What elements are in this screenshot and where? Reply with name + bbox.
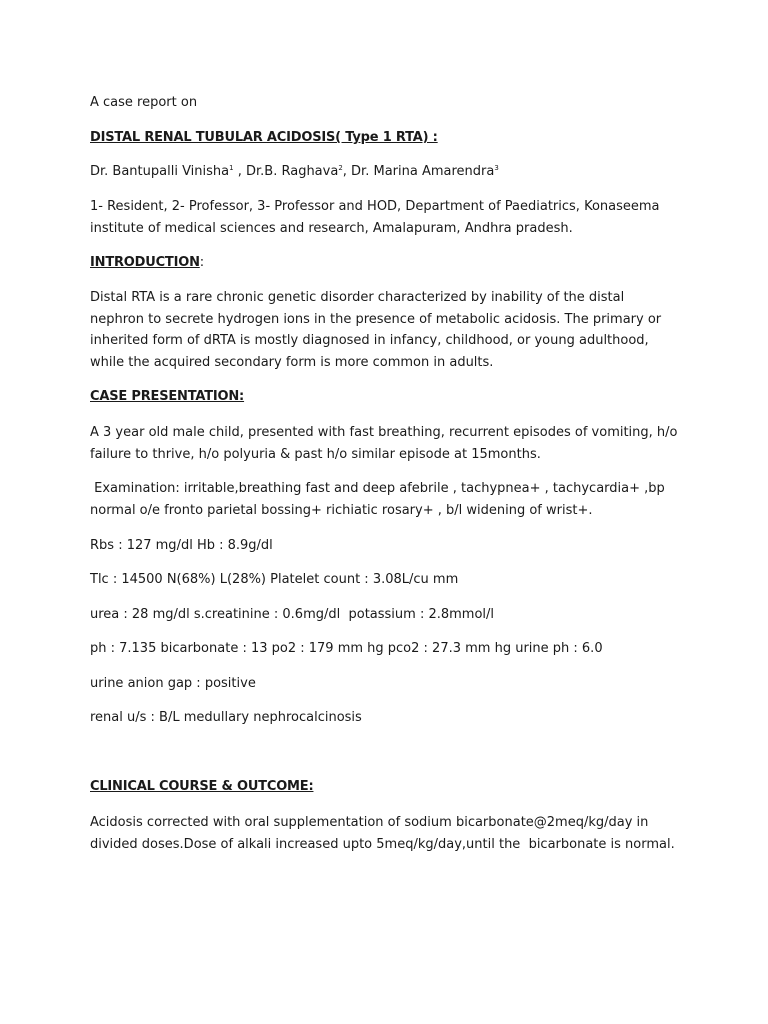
lab-line-ph: ph : 7.135 bicarbonate : 13 po2 : 179 mm hg pco2 : 27.3 mm hg urine ph : 6.0 — [90, 641, 603, 656]
introduction-colon: : — [199, 255, 205, 270]
lab-line-tlc: Tlc : 14500 N(68%) L(28%) Platelet count : 3.08L/cu mm — [90, 572, 459, 587]
case-history-paragraph: A 3 year old male child, presented with fast breathing, recurrent episodes of vomiting, h/o failure to thrive, h/o polyuria & past h/o similar episode at 15months. — [90, 425, 678, 462]
author-separator: , — [233, 164, 246, 179]
introduction-heading: INTRODUCTION — [90, 255, 200, 270]
case-presentation-heading: CASE PRESENTATION: — [90, 389, 245, 404]
clinical-course-heading: CLINICAL COURSE & OUTCOME: — [90, 779, 314, 794]
author-superscript: 1 — [229, 164, 234, 172]
introduction-paragraph: Distal RTA is a rare chronic genetic disorder characterized by inability of the distal nephron to secrete hydrogen ions in the presence of metabolic acidosis. The primary or inherited form of dRTA is mostly diagnosed in infancy, childhood, or young adulthood, while the acquired secondary form is more common in adults. — [90, 290, 662, 370]
author-name: Dr. Bantupalli Vinisha — [90, 164, 230, 179]
author-superscript: 3 — [494, 164, 499, 172]
examination-paragraph: Examination: irritable,breathing fast and deep afebrile , tachypnea+ , tachycardia+ ,bp normal o/e fronto parietal bossing+ richiatic rosary+ , b/l widening of wrist+. — [90, 481, 669, 518]
intro-line: A case report on — [90, 95, 198, 110]
authors-line — [90, 161, 499, 183]
lab-line-urea: urea : 28 mg/dl s.creatinine : 0.6mg/dl potassium : 2.8mmol/l — [90, 607, 495, 622]
author-name: Dr. Marina Amarendra — [351, 164, 495, 179]
lab-line-renal-us: renal u/s : B/L medullary nephrocalcinosis — [90, 710, 362, 725]
author-separator: , — [342, 164, 352, 179]
lab-line-anion-gap: urine anion gap : positive — [90, 676, 256, 691]
lab-line-rbs: Rbs : 127 mg/dl Hb : 8.9g/dl — [90, 538, 273, 553]
clinical-course-paragraph: Acidosis corrected with oral supplementation of sodium bicarbonate@2meq/kg/day in divided doses.Dose of alkali increased upto 5meq/kg/day,until the bicarbonate is normal. — [90, 815, 675, 852]
introduction-heading-line — [90, 252, 204, 274]
affiliation-paragraph: 1- Resident, 2- Professor, 3- Professor and HOD, Department of Paediatrics, Konaseema institute of medical sciences and research, Amalapuram, Andhra pradesh. — [90, 199, 660, 236]
author-superscript: 2 — [338, 164, 343, 172]
author-name: Dr.B. Raghava — [246, 164, 339, 179]
document-title: DISTAL RENAL TUBULAR ACIDOSIS( Type 1 RTA) : — [90, 130, 438, 145]
